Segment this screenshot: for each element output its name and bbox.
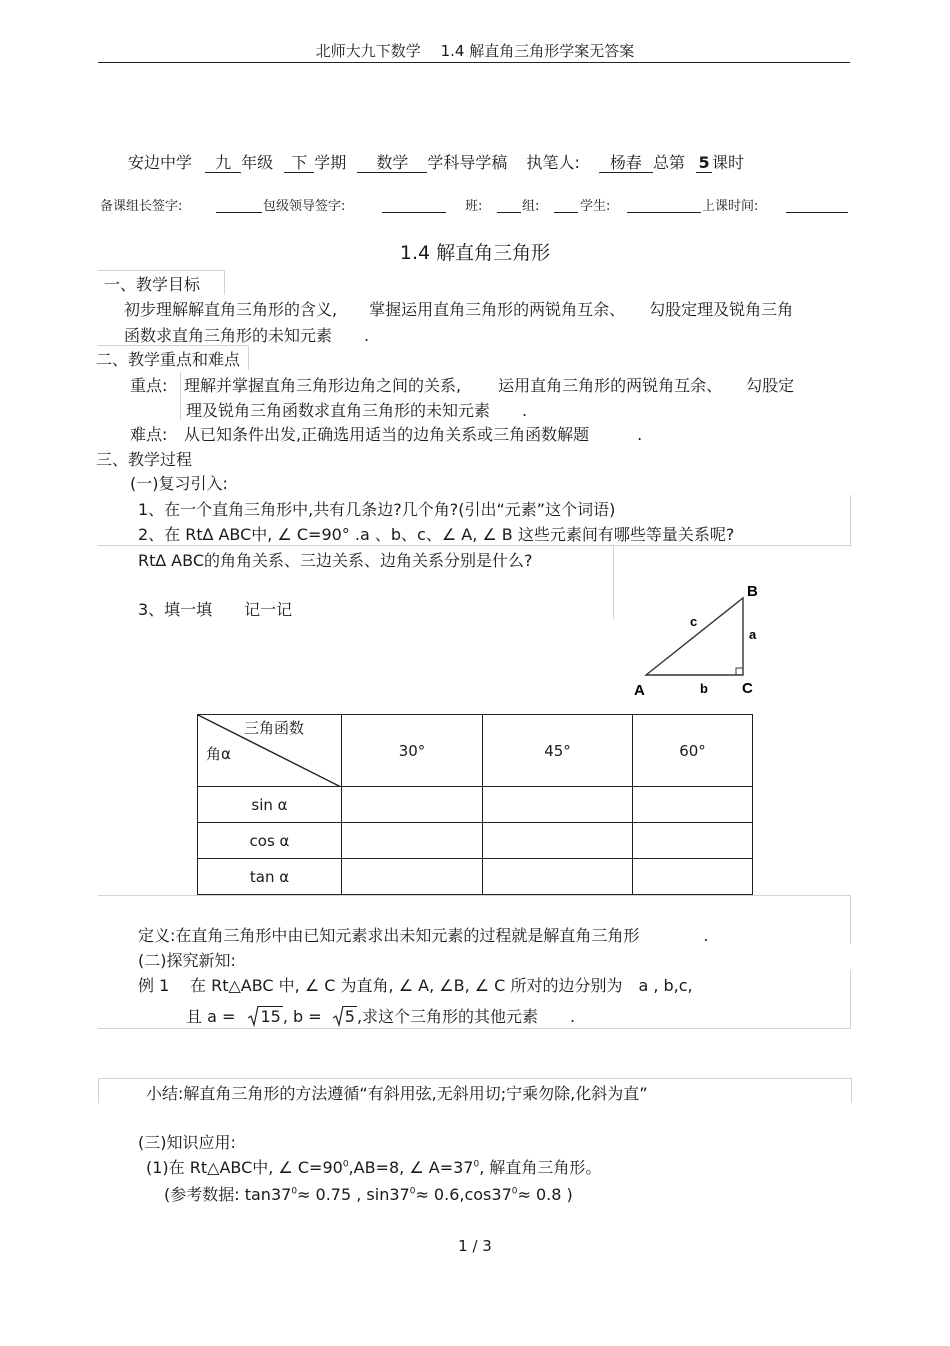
vertex-c-label: C [742,680,753,697]
example-text: 在 Rt△ABC 中, ∠ C 为直角, ∠ A, ∠B, ∠ C 所对的边分别为 a , b,c, [190,976,693,995]
table-cell[interactable] [483,787,633,823]
degree-sup: 0 [291,1186,298,1197]
ref-part-c: ≈ 0.6,cos37 [415,1185,512,1204]
group-blank[interactable] [554,212,578,213]
question-1: 1、在一个直角三角形中,共有几条边?几个角?(引出“元素”这个词语) [138,500,616,519]
grade-label: 年级 [241,153,274,172]
student-label: 学生: [580,199,611,214]
sqrt-b [333,1007,357,1026]
apply-heading: (三)知识应用: [138,1133,236,1152]
corner-top-label: 三角函数 [244,719,305,737]
header-title: 北师大九下数学 1.4 解直角三角形学案无答案 [315,42,635,60]
side-a-label: a [749,627,757,642]
problem-1 [146,1155,601,1178]
side-c-label: c [690,614,698,629]
class-time-label: 上课时间: [702,199,759,214]
key-point-line-2: 理及锐角三角函数求直角三角形的未知元素 . [186,401,528,420]
section3-heading: 三、教学过程 [96,450,193,469]
degree-sup: 0 [511,1186,518,1197]
lesson-value: 5 [696,154,712,173]
corner-bottom-label: 角α [206,745,231,763]
table-header-row [198,715,753,787]
grade-value: 九 [205,154,241,173]
table-row [198,823,753,859]
triangle-figure [630,578,770,702]
ref-part-b: ≈ 0.75 , sin37 [297,1185,410,1204]
column-header: 30° [342,715,483,787]
triangle-shape [646,598,743,675]
level-leader-label: 包级领导签字: [263,199,346,214]
table-cell[interactable] [633,823,753,859]
table-cell[interactable] [342,859,483,895]
page-number: 1 / 3 [458,1237,492,1255]
difficulty-text: 从已知条件出发,正确选用适当的边角关系或三角函数解题 . [184,425,643,444]
table-cell[interactable] [483,859,633,895]
key-point-bar [180,372,181,420]
given-prefix: 且 a = [186,1007,236,1026]
info-line [128,150,744,173]
key-point-label: 重点: [130,376,168,395]
trig-table [197,714,753,895]
class-label: 班: [465,199,483,214]
ref-part-d: ≈ 0.8 ) [517,1185,573,1204]
table-row [198,859,753,895]
radical-sign-icon [333,1005,344,1027]
table-cell[interactable] [633,787,753,823]
class-blank[interactable] [497,212,521,213]
vertex-a-label: A [634,682,645,699]
right-angle-mark [736,668,743,675]
subject-value: 数学 [357,154,427,173]
definition-text: 定义:在直角三角形中由已知元素求出未知元素的过程就是解直角三角形 . [138,926,709,945]
group-label: 组: [522,199,540,214]
term-label: 学期 [314,153,347,172]
author-label: 执笔人: [526,153,580,172]
section2-heading: 二、教学重点和难点 [96,350,241,369]
table-corner-cell [198,715,342,787]
explore-heading: (二)探究新知: [138,951,236,970]
problem-1-part-b: ,AB=8, ∠ A=37 [348,1158,474,1177]
difficulty-label: 难点: [130,425,168,444]
question-3: 3、填一填 记一记 [138,600,293,619]
degree-sup: 0 [473,1159,480,1170]
radical-sign-icon [248,1005,259,1027]
row-header: cos α [198,823,342,859]
class-time-blank[interactable] [786,212,848,213]
reference-data [164,1182,573,1205]
given-suffix: ,求这个三角形的其他元素 . [356,1007,576,1026]
lesson-label: 课时 [712,153,745,172]
a-value: 15 [260,1007,281,1026]
section1-heading: 一、教学目标 [104,275,201,294]
sqrt-a [248,1007,282,1026]
ref-part-a: (参考数据: tan37 [164,1185,292,1204]
row-header: sin α [198,787,342,823]
vertex-b-label: B [747,583,758,600]
doc-title: 1.4 解直角三角形 [399,242,551,264]
group-leader-blank[interactable] [216,212,262,213]
row-header: tan α [198,859,342,895]
term-value: 下 [284,154,314,173]
level-leader-blank[interactable] [382,212,446,213]
total-label: 总第 [652,153,685,172]
student-blank[interactable] [627,212,701,213]
summary-text: 小结:解直角三角形的方法遵循“有斜用弦,无斜用切;宁乘勿除,化斜为直” [146,1084,648,1103]
side-b-label: b [700,681,708,696]
example-label: 例 1 [138,976,170,995]
table-cell[interactable] [342,823,483,859]
group-leader-label: 备课组长签字: [100,199,183,214]
header-rule [98,62,850,63]
table-cell[interactable] [633,859,753,895]
table-row [198,787,753,823]
review-heading: (一)复习引入: [130,474,228,493]
column-header: 45° [483,715,633,787]
question-2b: Rt∆ ABC的角角关系、三边关系、边角关系分别是什么? [138,551,533,570]
example-given [186,1004,575,1027]
degree-sup: 0 [409,1186,416,1197]
problem-1-part-a: (1)在 Rt△ABC中, ∠ C=90 [146,1158,343,1177]
key-point-line-1: 理解并掌握直角三角形边角之间的关系, 运用直角三角形的两锐角互余、 勾股定 [184,376,795,395]
table-cell[interactable] [342,787,483,823]
objective-line-2: 函数求直角三角形的未知元素 . [124,326,370,345]
given-mid: , b = [282,1007,322,1026]
problem-1-part-c: , 解直角三角形。 [479,1158,602,1177]
subject-label: 学科导学稿 [427,153,508,172]
table-cell[interactable] [483,823,633,859]
column-header: 60° [633,715,753,787]
question-2: 2、在 Rt∆ ABC中, ∠ C=90° .a 、b、c、∠ A, ∠ B 这些元素间有哪些等量关系呢? [138,525,735,544]
school-name: 安边中学 [128,153,193,172]
author-value: 杨春 [599,154,653,173]
degree-sup: 0 [342,1159,349,1170]
objective-line-1: 初步理解解直角三角形的含义, 掌握运用直角三角形的两锐角互余、 勾股定理及锐角三角 [124,300,794,319]
b-value: 5 [344,1007,355,1026]
